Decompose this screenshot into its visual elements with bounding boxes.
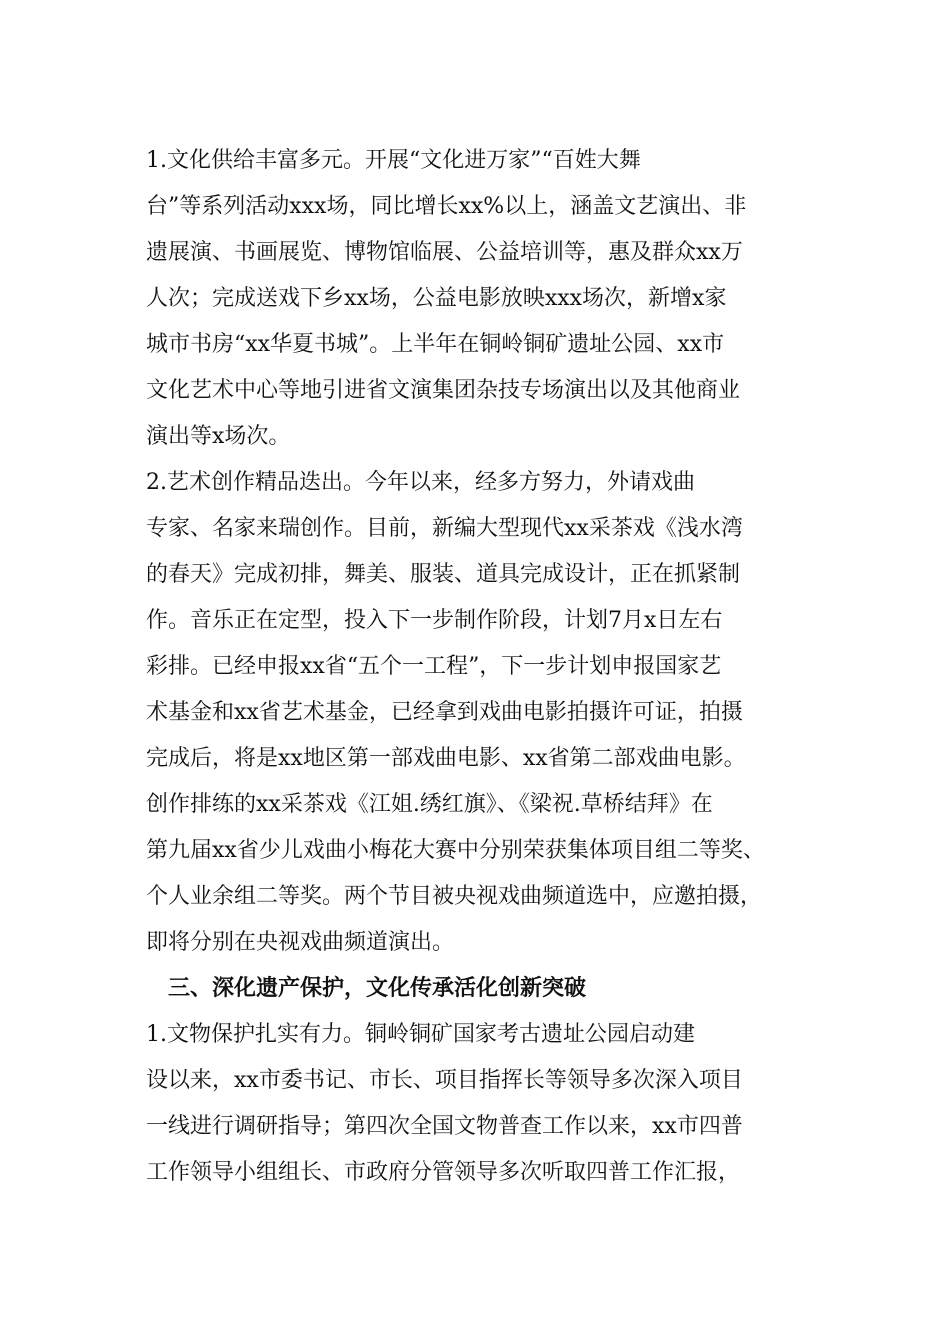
paragraph-line: 即将分别在央视戏曲频道演出。 xyxy=(146,930,455,955)
paragraph-cultural-supply xyxy=(146,138,836,460)
paragraph-line: 作。音乐正在定型，投入下一步制作阶段，计划7月x日左右 xyxy=(146,608,723,633)
paragraph-line: 个人业余组二等奖。两个节目被央视戏曲频道选中，应邀拍摄， xyxy=(146,884,763,909)
paragraph-heritage-protection xyxy=(146,1012,836,1196)
paragraph-line: 设以来，xx市委书记、市长、项目指挥长等领导多次深入项目 xyxy=(146,1068,743,1093)
paragraph-line: 的春天》完成初排，舞美、服装、道具完成设计，正在抓紧制 xyxy=(146,562,741,587)
paragraph-line: 1.文物保护扎实有力。铜岭铜矿国家考古遗址公园启动建 xyxy=(146,1022,695,1047)
paragraph-line: 1.文化供给丰富多元。开展“文化进万家”“百姓大舞 xyxy=(146,148,641,173)
paragraph-line: 创作排练的xx采茶戏《江姐.绣红旗》、《梁祝.草桥结拜》在 xyxy=(146,792,713,817)
paragraph-line: 台”等系列活动xxx场，同比增长xx%以上，涵盖文艺演出、非 xyxy=(146,194,747,219)
paragraph-line: 演出等x场次。 xyxy=(146,424,291,449)
paragraph-line: 完成后，将是xx地区第一部戏曲电影、xx省第二部戏曲电影。 xyxy=(146,746,746,771)
paragraph-line: 2.艺术创作精品迭出。今年以来，经多方努力，外请戏曲 xyxy=(146,470,695,495)
paragraph-line: 一线进行调研指导；第四次全国文物普查工作以来，xx市四普 xyxy=(146,1114,743,1139)
paragraph-line: 专家、名家来瑞创作。目前，新编大型现代xx采茶戏《浅水湾 xyxy=(146,516,743,541)
paragraph-line: 人次；完成送戏下乡xx场，公益电影放映xxx场次，新增x家 xyxy=(146,286,727,311)
paragraph-line: 城市书房“xx华夏书城”。上半年在铜岭铜矿遗址公园、xx市 xyxy=(146,332,725,357)
document-body xyxy=(146,138,836,1196)
paragraph-line: 文化艺术中心等地引进省文演集团杂技专场演出以及其他商业 xyxy=(146,378,741,403)
section-heading: 三、深化遗产保护，文化传承活化创新突破 xyxy=(168,976,587,1001)
paragraph-art-creation xyxy=(146,460,836,966)
paragraph-line: 工作领导小组组长、市政府分管领导多次听取四普工作汇报， xyxy=(146,1160,741,1185)
paragraph-line: 术基金和xx省艺术基金，已经拿到戏曲电影拍摄许可证，拍摄 xyxy=(146,700,743,725)
paragraph-line: 彩排。已经申报xx省“五个一工程”，下一步计划申报国家艺 xyxy=(146,654,722,679)
paragraph-line: 第九届xx省少儿戏曲小梅花大赛中分别荣获集体项目组二等奖、 xyxy=(146,838,765,863)
paragraph-line: 遗展演、书画展览、博物馆临展、公益培训等，惠及群众xx万 xyxy=(146,240,743,265)
